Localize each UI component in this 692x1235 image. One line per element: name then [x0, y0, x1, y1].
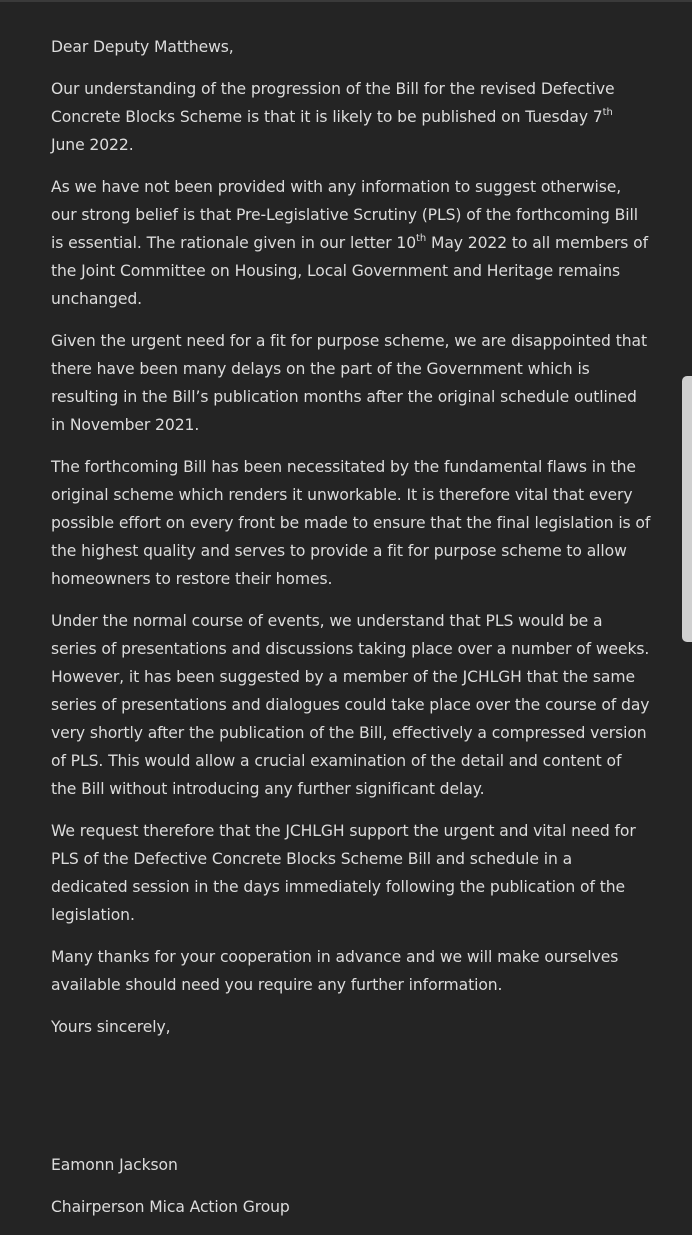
paragraph-delays: Given the urgent need for a fit for purpose scheme, we are disappointed that there have been many delays on the part of the Government which is resulting in the Bill’s publication months after the original schedule outlined in November 2021. [51, 332, 647, 434]
top-border [0, 0, 692, 2]
scrollbar-thumb[interactable] [682, 376, 692, 642]
salutation: Dear Deputy Matthews, [51, 38, 234, 56]
closing: Yours sincerely, [51, 1018, 171, 1036]
paragraph-text: May 2022 to all members of the Joint Committee on Housing, Local Government and Heritage remains unchanged. [51, 234, 648, 308]
ordinal-suffix: th [602, 106, 613, 118]
signer-name: Eamonn Jackson [51, 1156, 178, 1174]
paragraph-text: As we have not been provided with any information to suggest otherwise, our strong belief is that Pre-Legislative Scrutiny (PLS) of the forthcoming Bill is essential. The rationale given in our letter 10 [51, 178, 638, 252]
paragraph-publication-date [51, 75, 651, 159]
paragraph-thanks: Many thanks for your cooperation in advance and we will make ourselves available should need you require any further information. [51, 948, 619, 994]
paragraph-flaws: The forthcoming Bill has been necessitated by the fundamental flaws in the original scheme which renders it unworkable. It is therefore vital that every possible effort on every front be made to ensure that the final legislation is of the highest quality and serves to provide a fit for purpose scheme to allow homeowners to restore their homes. [51, 458, 651, 588]
paragraph-text: Our understanding of the progression of the Bill for the revised Defective Concrete Blocks Scheme is that it is likely to be published on Tuesday 7 [51, 80, 615, 126]
paragraph-compressed-pls: Under the normal course of events, we understand that PLS would be a series of presentations and discussions taking place over a number of weeks. However, it has been suggested by a member of the JCHLGH that the same series of presentations and dialogues could take place over the course of day very shortly after the publication of the Bill, effectively a compressed version of PLS. This would allow a crucial examination of the detail and content of the Bill without introducing any further significant delay. [51, 612, 650, 798]
paragraph-pls-essential [51, 173, 651, 313]
ordinal-suffix: th [416, 232, 427, 244]
paragraph-request: We request therefore that the JCHLGH support the urgent and vital need for PLS of the Defective Concrete Blocks Scheme Bill and schedule in a dedicated session in the days immediately following the publication of the legislation. [51, 822, 636, 924]
letter-body [51, 33, 651, 1235]
signer-title: Chairperson Mica Action Group [51, 1198, 290, 1216]
signature-space [51, 1055, 651, 1151]
paragraph-text: June 2022. [51, 136, 134, 154]
